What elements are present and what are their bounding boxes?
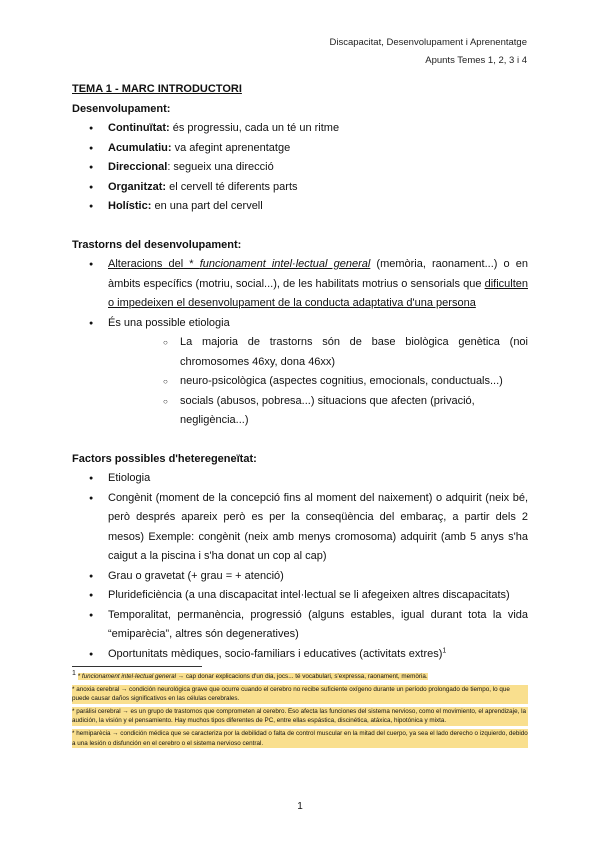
page-header xyxy=(329,34,527,70)
footnote-divider xyxy=(72,666,202,667)
list-item: ● Congènit (moment de la concepció fins al moment del naixement) o adquirit (neix bé, però després apareix però es per la conseqüència del embaraç, a partir dels 2 mesos) Exemple: congènit (neix amb menys cromosoma) adquirit (amb 5 anys s'ha caigut a la piscina i s'ha donat un cop al cap) xyxy=(72,489,528,567)
header-course-title: Discapacitat, Desenvolupament i Aprenentatge xyxy=(329,37,527,48)
list-item: ● Plurideficiència (a una discapacitat intel·lectual se li afegeixen altres discapacitats) xyxy=(72,586,528,606)
list-item: ● Direccional: segueix una direcció xyxy=(72,158,528,178)
footnote: * parálisi cerebral → es un grupo de trastornos que comprometen al cerebro. Eso afecta las funciones del sistema nervioso, como el movimiento, el aprendizaje, la audición, la visión y el pensamiento. Hay muchos tipos diferentes de PC, entre ellas espástica, discinética, atáxica, hipotónica y mixta. xyxy=(72,707,528,726)
heterogeneity-list xyxy=(72,469,528,664)
list-item: ● Organitzat: el cervell té diferents parts xyxy=(72,178,528,198)
list-item: ● Holístic: en una part del cervell xyxy=(72,197,528,217)
list-item: ● Alteracions del * funcionament intel·lectual general (memòria, raonament...) o en àmbits específics (motriu, social...), de les habilitats motrius o sensorials que dificulten o impedeixen el desenvolupament de la conducta adaptativa d'una persona xyxy=(72,255,528,314)
sub-list-item: ○ La majoria de trastorns són de base biològica genètica (noi chromosomes 46xy, dona 46xx) xyxy=(108,333,528,372)
section-heading-development: Desenvolupament: xyxy=(72,102,171,115)
list-item: ● Oportunitats mèdiques, socio-familiars i educatives (activitats extres)$^1$ xyxy=(72,645,528,665)
list-item: ● Continuïtat: és progressiu, cada un té un ritme xyxy=(72,119,528,139)
etiology-sublist xyxy=(108,333,528,431)
sub-list-item: ○ neuro-psicològica (aspectes cognitius, emocionals, conductuals...) xyxy=(108,372,528,392)
list-item: ● És una possible etiologia ○ La majoria de trastorns són de base biològica genètica (noi chromosomes 46xy, dona 46xx) ○ neuro-psicològica (aspectes cognitius, emocionals, conductuals...) ○ socials (abusos, pobresa...) situacions que afecten (privació, negligència...) xyxy=(72,314,528,431)
section-heading-heterogeneity: Factors possibles d'heteregeneïtat: xyxy=(72,452,257,465)
sub-list-item: ○ socials (abusos, pobresa...) situacions que afecten (privació, negligència...) xyxy=(108,392,528,431)
header-notes-subtitle: Apunts Temes 1, 2, 3 i 4 xyxy=(425,55,527,66)
footnote-reference[interactable]: 1 xyxy=(442,646,447,654)
development-list xyxy=(72,119,528,217)
footnote: * hemiparècia → condición médica que se caracteriza por la debilidad o falta de control muscular en la mitad del cuerpo, ya sea el lado derecho o izquierdo, debido a una lesión o disfunción en el cerebro o el sistema nervioso central. xyxy=(72,729,528,747)
main-content xyxy=(72,80,528,664)
list-item: ● Etiologia xyxy=(72,469,528,489)
page-number: 1 xyxy=(297,801,303,812)
footnote: * anoxia cerebral → condición neurológica grave que ocurre cuando el cerebro no recibe suficiente oxígeno durante un período prolongado de tiempo, lo que puede causar daños significativos en las células cerebrales. xyxy=(72,685,528,704)
disorders-list xyxy=(72,255,528,431)
chapter-title: TEMA 1 - MARC INTRODUCTORI xyxy=(72,83,242,95)
list-item: ● Acumulatiu: va afegint aprenentatge xyxy=(72,139,528,159)
footnote: $^1$ * funcionament intel·lectual general → cap donar explicacions d'un dia, jocs... té vocabulari, s'expressa, raonament, memòria. xyxy=(72,669,428,680)
footnotes xyxy=(72,669,528,751)
list-item: ● Grau o gravetat (+ grau = + atenció) xyxy=(72,567,528,587)
section-heading-disorders: Trastorns del desenvolupament: xyxy=(72,238,242,251)
list-item: ● Temporalitat, permanència, progressió (alguns estables, igual durant tota la vida “emiparècia”, altres són degeneratives) xyxy=(72,606,528,645)
